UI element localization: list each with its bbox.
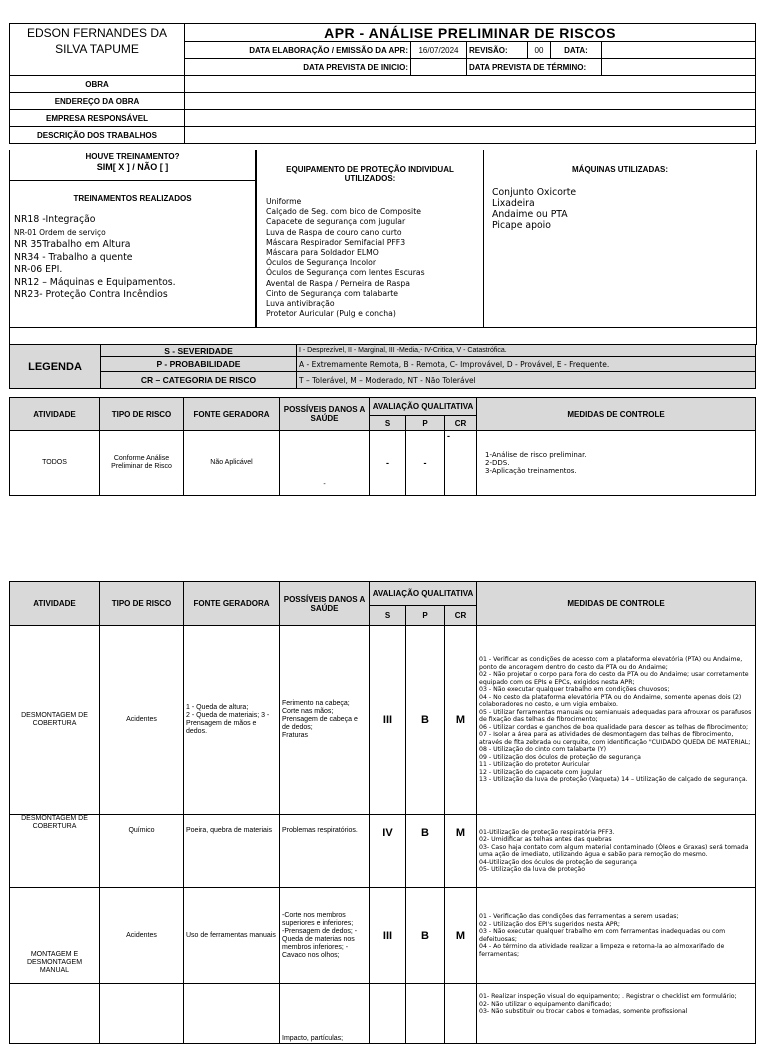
separator-row — [9, 327, 757, 345]
row-tipo: Químico — [100, 815, 184, 888]
row-p: B — [406, 888, 445, 984]
row-cr: M — [445, 815, 477, 888]
obra-value — [185, 76, 756, 93]
end-value — [602, 59, 756, 76]
row-atividade — [10, 984, 100, 1044]
start-value — [411, 59, 467, 76]
risk-table-1 — [9, 397, 756, 496]
header-danos: POSSÍVEIS DANOS A SAÚDE — [280, 582, 370, 626]
todos-medidas: 1-Análise de risco preliminar. 2-DDS. 3-Aplicação treinamentos. — [477, 431, 756, 496]
epi-item: Avental de Raspa / Perneira de Raspa — [266, 278, 410, 288]
row-medidas: 01 - Verificação das condições das ferramentas a serem usadas; 02 - Utilização dos EPI's sugeridos nesta APR; 03 - Não executar qualquer trabalho em com ferramentas inadequadas ou com defeituosas; 04 - Ao término da atividade realizar a limpeza e retorna-la ao almoxarifado de ferramentas; — [477, 888, 756, 984]
date-label: DATA ELABORAÇÃO / EMISSÃO DA APR: — [185, 42, 411, 59]
epi-item: Capacete de segurança com jugular — [266, 217, 406, 227]
revision-value: 00 — [528, 42, 551, 59]
training-item: NR34 - Trabalho a quente — [14, 251, 133, 263]
training-item: NR23- Proteção Contra Incêndios — [14, 289, 168, 300]
obra-label: OBRA — [10, 76, 185, 93]
training-realized-title: TREINAMENTOS REALIZADOS — [73, 194, 192, 203]
header-tipo: TIPO DE RISCO — [100, 398, 184, 431]
epi-column — [256, 150, 484, 327]
machines-column — [484, 150, 756, 327]
header-atividade: ATIVIDADE — [10, 398, 100, 431]
row-fonte: 1 - Queda de altura; 2 - Queda de materiais; 3 - Prensagem de mãos e dedos. — [184, 626, 280, 815]
training-section — [9, 150, 757, 328]
risk-table-2 — [9, 581, 756, 1044]
descricao-label: DESCRIÇÃO DOS TRABALHOS — [10, 127, 185, 144]
training-answer: SIM[ X ] / NÃO [ ] — [96, 162, 169, 172]
data-label: DATA: — [551, 42, 602, 59]
epi-item: Máscara para Soldador ELMO — [266, 248, 379, 258]
row-tipo — [100, 984, 184, 1044]
row-medidas: 01-Utilização de proteção respiratória PFF3. 02- Umidificar as telhas antes das quebras 03- Caso haja contato com algum material contaminado (Óleos e Graxas) será tomada uma ação de imediato, utilizando água e sabão para remoção do mesmo. 04-Utilização dos óculos de proteção de segurança 05- Utilização da luva de proteção — [477, 815, 756, 888]
header-cr: CR — [445, 416, 477, 431]
machine-item: Lixadeira — [492, 198, 535, 209]
legend-cr-desc: T – Tolerável, M – Moderado, NT - Não Tolerável — [297, 372, 756, 389]
company-name: EDSON FERNANDES DA SILVA TAPUME — [10, 24, 185, 76]
training-list — [14, 214, 176, 302]
legend-p-label: P - PROBABILIDADE — [101, 357, 297, 372]
training-question: HOUVE TREINAMENTO? — [85, 152, 180, 161]
epi-list — [266, 197, 425, 319]
legend-p-desc: A - Extremamente Remota, B - Remota, C- Improvável, D - Provável, E - Frequente. — [297, 357, 756, 372]
row-cr — [445, 984, 477, 1044]
row-tipo: Acidentes — [100, 626, 184, 815]
epi-item: Protetor Auricular (Pulg e concha) — [266, 309, 396, 319]
date-value: 16/07/2024 — [411, 42, 467, 59]
legend-table — [9, 344, 756, 389]
row-fonte — [184, 984, 280, 1044]
todos-fonte: Não Aplicável — [184, 431, 280, 496]
row-atividade: DESMONTAGEM DE COBERTURA — [10, 626, 100, 815]
row-cr: M — [445, 626, 477, 815]
row-s — [370, 984, 406, 1044]
epi-item: Cinto de Segurança com talabarte — [266, 288, 399, 298]
header-atividade: ATIVIDADE — [10, 582, 100, 626]
row-medidas: 01- Realizar inspeção visual do equipamento; . Registrar o checklist em formulário; 02- Não utilizar o equipamento danificado; 03- Não substituir ou trocar cabos e tomadas, somente profissional — [477, 984, 756, 1044]
header-avaliacao: AVALIAÇÃO QUALITATIVA — [370, 582, 477, 606]
machine-item: Andaime ou PTA — [492, 209, 568, 220]
start-label: DATA PREVISTA DE INICIO: — [185, 59, 411, 76]
data-value — [602, 42, 756, 59]
row-danos: Ferimento na cabeça; Corte nas mãos; Prensagem de cabeça e de dedos; Fraturas — [280, 626, 370, 815]
header-s: S — [370, 606, 406, 626]
machine-item: Picape apoio — [492, 220, 551, 231]
row-atividade: MONTAGEM E DESMONTAGEM MANUAL — [10, 888, 100, 984]
todos-s: - — [370, 431, 406, 496]
row-s: III — [370, 888, 406, 984]
header-cr: CR — [445, 606, 477, 626]
row-fonte: Uso de ferramentas manuais — [184, 888, 280, 984]
endereco-value — [185, 93, 756, 110]
training-item: NR12 – Máquinas e Equipamentos. — [14, 276, 176, 288]
header-table — [9, 23, 756, 144]
header-medidas: MEDIDAS DE CONTROLE — [477, 582, 756, 626]
legend-cr-label: CR – CATEGORIA DE RISCO — [101, 372, 297, 389]
epi-title: EQUIPAMENTO DE PROTEÇÃO INDIVIDUAL UTILIZADOS: — [286, 165, 454, 183]
header-danos: POSSÍVEIS DANOS A SAÚDE — [280, 398, 370, 431]
todos-tipo: Conforme Análise Preliminar de Risco — [100, 431, 184, 496]
legend-title: LEGENDA — [10, 345, 101, 389]
header-s: S — [370, 416, 406, 431]
header-p: P — [406, 416, 445, 431]
header-fonte: FONTE GERADORA — [184, 582, 280, 626]
machine-item: Conjunto Oxicorte — [492, 187, 577, 198]
todos-atividade: TODOS — [10, 431, 100, 496]
row-p — [406, 984, 445, 1044]
training-column — [10, 150, 256, 327]
descricao-value — [185, 127, 756, 144]
header-tipo: TIPO DE RISCO — [100, 582, 184, 626]
machines-title: MÁQUINAS UTILIZADAS: — [572, 165, 668, 174]
todos-danos: - — [280, 431, 370, 496]
training-item: NR18 -Integração — [14, 214, 96, 225]
endereco-label: ENDEREÇO DA OBRA — [10, 93, 185, 110]
epi-item: Uniforme — [266, 197, 302, 206]
epi-item: Óculos de Segurança com lentes Escuras — [266, 268, 425, 278]
row-atividade: DESMONTAGEM DE COBERTURA — [10, 815, 100, 888]
header-p: P — [406, 606, 445, 626]
todos-p: - — [406, 431, 445, 496]
epi-item: Luva antivibração — [266, 299, 335, 309]
epi-item: Calçado de Seg. com bico de Composite — [266, 207, 421, 217]
row-medidas: 01 - Verificar as condições de acesso com a plataforma elevatória (PTA) ou Andaime, ponto de ancoragem dentro do cesto da PTA ou do Andaime; 02 - Não projetar o corpo para fora do cesto da PTA ou do Andaime; usar corretamente equipado com os EPIs e EPCs, exigidos nesta APR; 03 - Não executar qualquer trabalho em condições chuvosos; 04 - No cesto da plataforma elevatória PTA ou do Andaime, somente apenas dois (2) colaboradores no cesto, e um vigia embaixo. 05 - Utilizar ferramentas manuais ou semianuais adequadas para afrouxar os parafusos de fixação das telhas de fibrocimento; 06 - Utilizar cordas e ganchos de boa qualidade para descer as telhas de fibrocimento; 07 - Isolar a área para as atividades de desmontagem das telhas de fibrocimento, através de fita zebrada ou cerquite, com identificação "CUIDADO QUEDA DE MATERIAL; 08 - Utilização do cinto com talabarte (Y) 09 - Utilização dos óculos de proteção de segurança 11 - Utilização do protetor Auricular 12 - Utilização do capacete com jugular 13 - Utilização da luva de proteção (Vaqueta) 14 – Utilização de calçado de segurança. — [477, 626, 756, 815]
row-tipo: Acidentes — [100, 888, 184, 984]
row-danos: -Corte nos membros superiores e inferiores; -Prensagem de dedos; - Queda de materias nos membros inferiores; - Cavaco nos olhos; — [280, 888, 370, 984]
row-p: B — [406, 626, 445, 815]
epi-item: Máscara Respirador Semifacial PFF3 — [266, 237, 406, 247]
empresa-value — [185, 110, 756, 127]
training-item: NR 35Trabalho em Altura — [14, 239, 131, 250]
header-avaliacao: AVALIAÇÃO QUALITATIVA — [370, 398, 477, 416]
row-p: B — [406, 815, 445, 888]
row-danos: Problemas respiratórios. — [280, 815, 370, 888]
row-danos: Impacto, partículas; — [280, 984, 370, 1044]
empresa-label: EMPRESA RESPONSÁVEL — [10, 110, 185, 127]
header-medidas: MEDIDAS DE CONTROLE — [477, 398, 756, 431]
legend-s-label: S - SEVERIDADE — [101, 345, 297, 357]
end-label: DATA PREVISTA DE TÉRMINO: — [467, 59, 602, 76]
revision-label: REVISÃO: — [467, 42, 528, 59]
page-title: APR - ANÁLISE PRELIMINAR DE RISCOS — [185, 24, 756, 42]
training-item: NR-01 Ordem de serviço — [14, 227, 106, 237]
legend-s-desc: I - Desprezível, II - Marginal, III -Media,- IV-Critica, V - Catastrófica. — [297, 345, 756, 357]
epi-item: Óculos de Segurança Incolor — [266, 258, 377, 268]
training-divider — [10, 180, 255, 181]
row-cr: M — [445, 888, 477, 984]
training-item: NR-06 EPI. — [14, 264, 63, 275]
row-s: IV — [370, 815, 406, 888]
machines-list — [492, 187, 576, 231]
header-fonte: FONTE GERADORA — [184, 398, 280, 431]
row-fonte: Poeira, quebra de materiais — [184, 815, 280, 888]
todos-cr: - — [445, 431, 477, 496]
row-s: III — [370, 626, 406, 815]
epi-item: Luva de Raspa de couro cano curto — [266, 227, 402, 237]
